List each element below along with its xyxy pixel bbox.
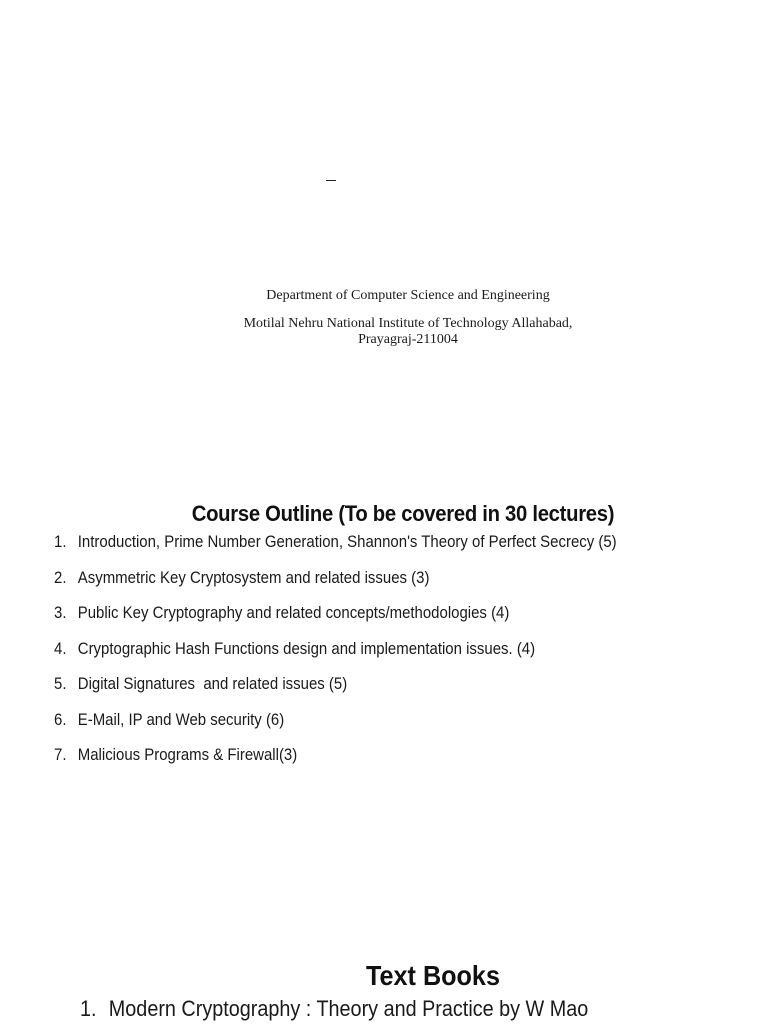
list-item-text: E-Mail, IP and Web security (6) [77,709,285,729]
list-item [54,708,617,744]
list-item-number: 3. [54,603,67,622]
list-item [54,743,617,779]
list-item-text: Introduction, Prime Number Generation, Shannon's Theory of Perfect Secrecy (5) [77,532,617,551]
list-item [54,637,617,673]
list-item [54,566,617,602]
list-item-number: 1. [80,996,97,1021]
list-item-text: Digital Signatures and related issues (5) [77,674,348,693]
list-item-number: 2. [54,567,67,587]
list-item-number: 5. [54,674,67,693]
list-item [54,601,617,637]
list-item [54,530,617,566]
list-item-text: Cryptographic Hash Functions design and implementation issues. (4) [77,638,536,658]
list-item-number: 6. [54,709,67,729]
institute-location: Prayagraj-211004 [358,332,458,347]
list-item [80,993,588,1025]
institute-name: Motilal Nehru National Institute of Technology Allahabad, [243,316,573,331]
list-item-number: 4. [54,638,67,658]
list-item [54,672,617,708]
course-outline-title: Course Outline (To be covered in 30 lectures) [191,501,615,526]
list-item-number: 7. [54,745,67,764]
text-books-title: Text Books [366,960,500,991]
institute-block [0,316,768,348]
text-books-list [80,993,645,1025]
list-item-text: Modern Cryptography : Theory and Practice by W Mao [108,996,589,1021]
course-outline-list [54,530,693,779]
list-item-number: 1. [54,532,67,551]
list-item-text: Asymmetric Key Cryptosystem and related issues (3) [77,567,430,587]
title-dash [326,180,336,181]
department-name: Department of Computer Science and Engineering [266,288,550,303]
list-item-text: Public Key Cryptography and related concepts/methodologies (4) [77,603,510,622]
list-item-text: Malicious Programs & Firewall(3) [77,745,298,764]
